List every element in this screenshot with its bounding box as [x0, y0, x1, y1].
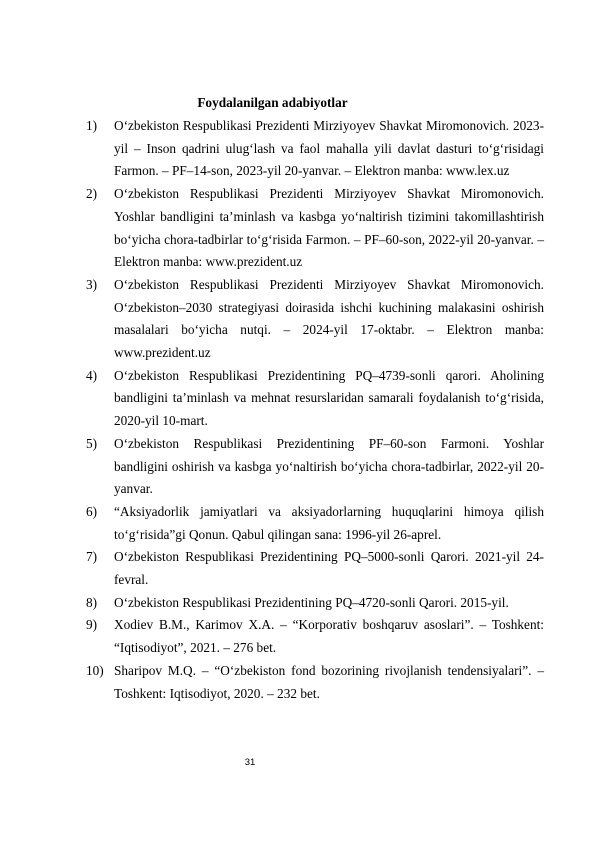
reference-number: 3) — [86, 276, 98, 292]
reference-number: 7) — [86, 549, 98, 565]
reference-text: O‘zbekiston Respublikasi Prezidenti Mirziyoyev Shavkat Miromonovich. 2023-yil – Inson qadrini ulug‘lash va faol mahalla yili davlat dasturi to‘g‘risidagi Farmon. – PF–14-son, 2023-yil 20-yanvar. – Elektron manba: www.lex.uz — [114, 118, 544, 179]
reference-item-5 — [86, 433, 544, 501]
reference-text: O‘zbekiston Respublikasi Prezidentining PQ–4720-sonli Qarori. 2015-yil. — [114, 594, 509, 610]
reference-text: O‘zbekiston Respublikasi Prezidenti Mirziyoyev Shavkat Miromonovich. Yoshlar bandligini ta’minlash va kasbga yo‘naltirish tizimini takomillashtirish bo‘yicha chora-tadbirlar to‘g‘risida Farmon. – PF–60-son, 2022-yil 20-yanvar. – Elektron manba: www.prezident.uz — [114, 186, 544, 270]
reference-number: 9) — [86, 617, 98, 633]
reference-item-8 — [86, 592, 544, 615]
reference-item-6 — [86, 501, 544, 546]
reference-number: 10) — [86, 662, 104, 678]
reference-number: 1) — [86, 118, 98, 133]
reference-text: O‘zbekiston Respublikasi Prezidentining PQ–5000-sonli Qarori. 2021-yil 24-fevral. — [114, 549, 544, 588]
reference-text: O‘zbekiston Respublikasi Prezidentining PQ–4739-sonli qarori. Aholining bandligini ta’minlash va mehnat resurslaridan samarali foydalanish to‘g‘risida, 2020-yil 10-mart. — [114, 367, 544, 429]
reference-item-1 — [86, 115, 544, 183]
reference-number: 2) — [86, 186, 98, 202]
reference-number: 5) — [86, 435, 98, 451]
reference-text: “Aksiyadorlik jamiyatlari va aksiyadorlarning huquqlarini himoya qilish to‘g‘risida”gi Qonun. Qabul qilingan sana: 1996-yil 26-aprel. — [114, 503, 544, 542]
reference-text: Xodiev B.M., Karimov X.A. – “Korporativ boshqaruv asoslari”. – Toshkent: “Iqtisodiyot”, 2021. – 276 bet. — [114, 617, 544, 656]
reference-text: Sharipov M.Q. – “O‘zbekiston fond bozorining rivojlanish tendensiyalari”. – Toshkent: Iqtisodiyot, 2020. – 232 bet. — [114, 662, 544, 701]
reference-item-10 — [86, 660, 544, 705]
reference-item-3 — [86, 274, 544, 365]
reference-number: 6) — [86, 503, 98, 519]
reference-item-2 — [86, 183, 544, 274]
reference-text: O‘zbekiston Respublikasi Prezidentining PF–60-son Farmoni. Yoshlar bandligini oshirish va kasbga yo‘naltirish bo‘yicha chora-tadbirlar, 2022-yil 20-yanvar. — [114, 435, 544, 497]
reference-number: 8) — [86, 594, 98, 610]
reference-number: 4) — [86, 367, 98, 383]
references-heading-text: Foydalanilgan adabiyotlar — [197, 95, 348, 110]
reference-item-9 — [86, 614, 544, 659]
reference-item-4 — [86, 365, 544, 433]
reference-text: O‘zbekiston Respublikasi Prezidenti Mirziyoyev Shavkat Miromonovich. O‘zbekiston–2030 strategiyasi doirasida ishchi kuchining malakasini oshirish masalalari bo‘yicha nutqi. – 2024-yil 17-oktabr. – Elektron manba: www.prezident.uz — [114, 276, 544, 361]
references-heading — [50, 95, 595, 111]
reference-item-7 — [86, 546, 544, 591]
reference-list — [86, 115, 544, 705]
page-number: 31 — [244, 757, 256, 768]
